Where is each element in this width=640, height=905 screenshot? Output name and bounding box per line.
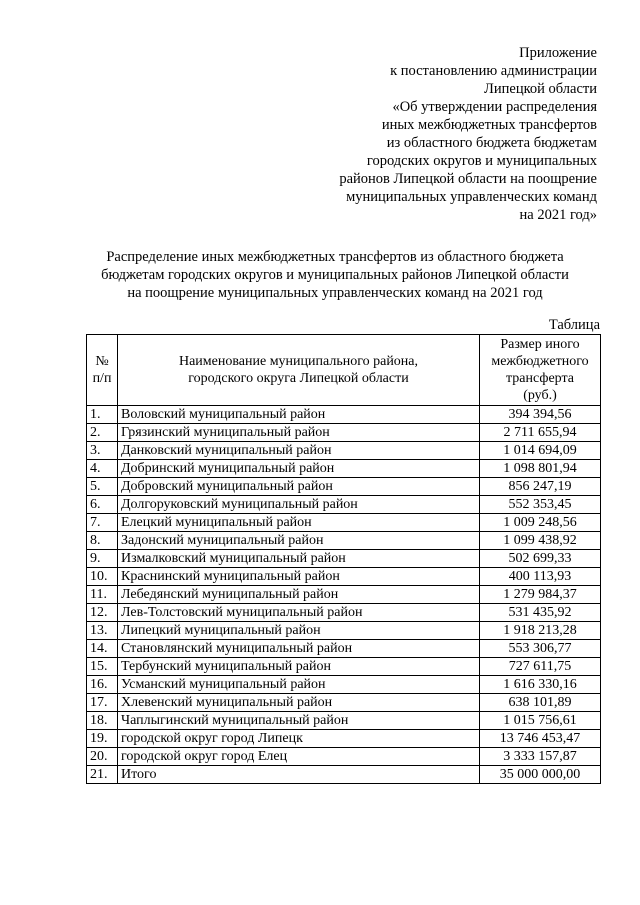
row-number: 13.	[87, 622, 118, 640]
table-row	[87, 568, 601, 586]
row-amount: 1 015 756,61	[480, 712, 601, 730]
table-row	[87, 694, 601, 712]
row-amount: 1 009 248,56	[480, 514, 601, 532]
appendix-line: из областного бюджета бюджетам	[386, 135, 597, 151]
table-row	[87, 424, 601, 442]
row-number: 1.	[87, 406, 118, 424]
title-line: Распределение иных межбюджетных трансфертов из областного бюджета	[106, 249, 564, 265]
row-amount: 2 711 655,94	[480, 424, 601, 442]
row-name: Итого	[118, 766, 480, 784]
row-amount: 35 000 000,00	[480, 766, 601, 784]
appendix-line: на 2021 год»	[519, 207, 597, 223]
appendix-line: районов Липецкой области на поощрение	[339, 171, 597, 187]
table-header-row	[87, 335, 601, 406]
row-amount: 856 247,19	[480, 478, 601, 496]
appendix-line: «Об утверждении распределения	[392, 99, 597, 115]
header-text: п/п	[92, 371, 112, 386]
row-amount: 1 279 984,37	[480, 586, 601, 604]
table-row	[87, 604, 601, 622]
appendix-line: иных межбюджетных трансфертов	[381, 117, 597, 133]
row-name: Добровский муниципальный район	[118, 478, 480, 496]
row-amount: 3 333 157,87	[480, 748, 601, 766]
header-text: №	[95, 354, 109, 369]
table-row	[87, 460, 601, 478]
table-row	[87, 748, 601, 766]
title-line: на поощрение муниципальных управленческих команд на 2021 год	[127, 285, 543, 301]
row-name: Измалковский муниципальный район	[118, 550, 480, 568]
table-total-row	[87, 766, 601, 784]
row-number: 2.	[87, 424, 118, 442]
row-name: Задонский муниципальный район	[118, 532, 480, 550]
table-row	[87, 712, 601, 730]
row-amount: 1 918 213,28	[480, 622, 601, 640]
row-amount: 13 746 453,47	[480, 730, 601, 748]
row-number: 21.	[87, 766, 118, 784]
row-name: Тербунский муниципальный район	[118, 658, 480, 676]
header-amount	[480, 335, 601, 406]
table-row	[87, 676, 601, 694]
row-number: 5.	[87, 478, 118, 496]
row-name: Лев-Толстовский муниципальный район	[118, 604, 480, 622]
row-amount: 727 611,75	[480, 658, 601, 676]
header-text: Наименование муниципального района,	[178, 354, 419, 369]
row-amount: 553 306,77	[480, 640, 601, 658]
row-number: 6.	[87, 496, 118, 514]
row-amount: 1 014 694,09	[480, 442, 601, 460]
row-number: 7.	[87, 514, 118, 532]
row-number: 18.	[87, 712, 118, 730]
row-name: Лебедянский муниципальный район	[118, 586, 480, 604]
row-amount: 1 099 438,92	[480, 532, 601, 550]
row-number: 16.	[87, 676, 118, 694]
header-text: Размер иного	[500, 337, 580, 352]
row-name: Усманский муниципальный район	[118, 676, 480, 694]
row-amount: 502 699,33	[480, 550, 601, 568]
row-number: 3.	[87, 442, 118, 460]
row-name: городской округ город Елец	[118, 748, 480, 766]
distribution-table	[86, 334, 601, 784]
appendix-line: муниципальных управленческих команд	[346, 189, 597, 205]
table-row	[87, 406, 601, 424]
table-row	[87, 730, 601, 748]
row-number: 4.	[87, 460, 118, 478]
header-text: межбюджетного	[491, 354, 589, 369]
row-number: 19.	[87, 730, 118, 748]
document-title	[70, 248, 600, 302]
table-row	[87, 532, 601, 550]
table-row	[87, 622, 601, 640]
appendix-line: городских округов и муниципальных	[366, 153, 597, 169]
row-name: Чаплыгинский муниципальный район	[118, 712, 480, 730]
row-number: 14.	[87, 640, 118, 658]
row-name: Добринский муниципальный район	[118, 460, 480, 478]
table-row	[87, 550, 601, 568]
row-name: Елецкий муниципальный район	[118, 514, 480, 532]
table-row	[87, 640, 601, 658]
row-number: 15.	[87, 658, 118, 676]
row-number: 11.	[87, 586, 118, 604]
appendix-line: Липецкой области	[484, 81, 597, 97]
table-row	[87, 658, 601, 676]
row-name: Воловский муниципальный район	[118, 406, 480, 424]
row-name: городской округ город Липецк	[118, 730, 480, 748]
row-name: Грязинский муниципальный район	[118, 424, 480, 442]
row-amount: 400 113,93	[480, 568, 601, 586]
table-row	[87, 478, 601, 496]
row-amount: 552 353,45	[480, 496, 601, 514]
row-number: 10.	[87, 568, 118, 586]
header-name	[118, 335, 480, 406]
row-number: 20.	[87, 748, 118, 766]
appendix-line: Приложение	[519, 45, 597, 61]
appendix-block	[297, 44, 597, 224]
row-name: Краснинский муниципальный район	[118, 568, 480, 586]
row-name: Данковский муниципальный район	[118, 442, 480, 460]
row-number: 9.	[87, 550, 118, 568]
header-text: (руб.)	[523, 388, 557, 403]
table-row	[87, 586, 601, 604]
header-text: трансферта	[506, 371, 574, 386]
table-label: Таблица	[548, 317, 600, 333]
table-row	[87, 496, 601, 514]
row-amount: 394 394,56	[480, 406, 601, 424]
header-text: городского округа Липецкой области	[188, 371, 409, 386]
table-row	[87, 514, 601, 532]
row-number: 8.	[87, 532, 118, 550]
row-name: Хлевенский муниципальный район	[118, 694, 480, 712]
row-amount: 531 435,92	[480, 604, 601, 622]
row-name: Липецкий муниципальный район	[118, 622, 480, 640]
row-name: Становлянский муниципальный район	[118, 640, 480, 658]
title-line: бюджетам городских округов и муниципальных районов Липецкой области	[101, 267, 569, 283]
row-number: 17.	[87, 694, 118, 712]
row-amount: 1 098 801,94	[480, 460, 601, 478]
appendix-line: к постановлению администрации	[390, 63, 597, 79]
row-number: 12.	[87, 604, 118, 622]
row-amount: 1 616 330,16	[480, 676, 601, 694]
table-row	[87, 442, 601, 460]
row-amount: 638 101,89	[480, 694, 601, 712]
header-number	[87, 335, 118, 406]
row-name: Долгоруковский муниципальный район	[118, 496, 480, 514]
